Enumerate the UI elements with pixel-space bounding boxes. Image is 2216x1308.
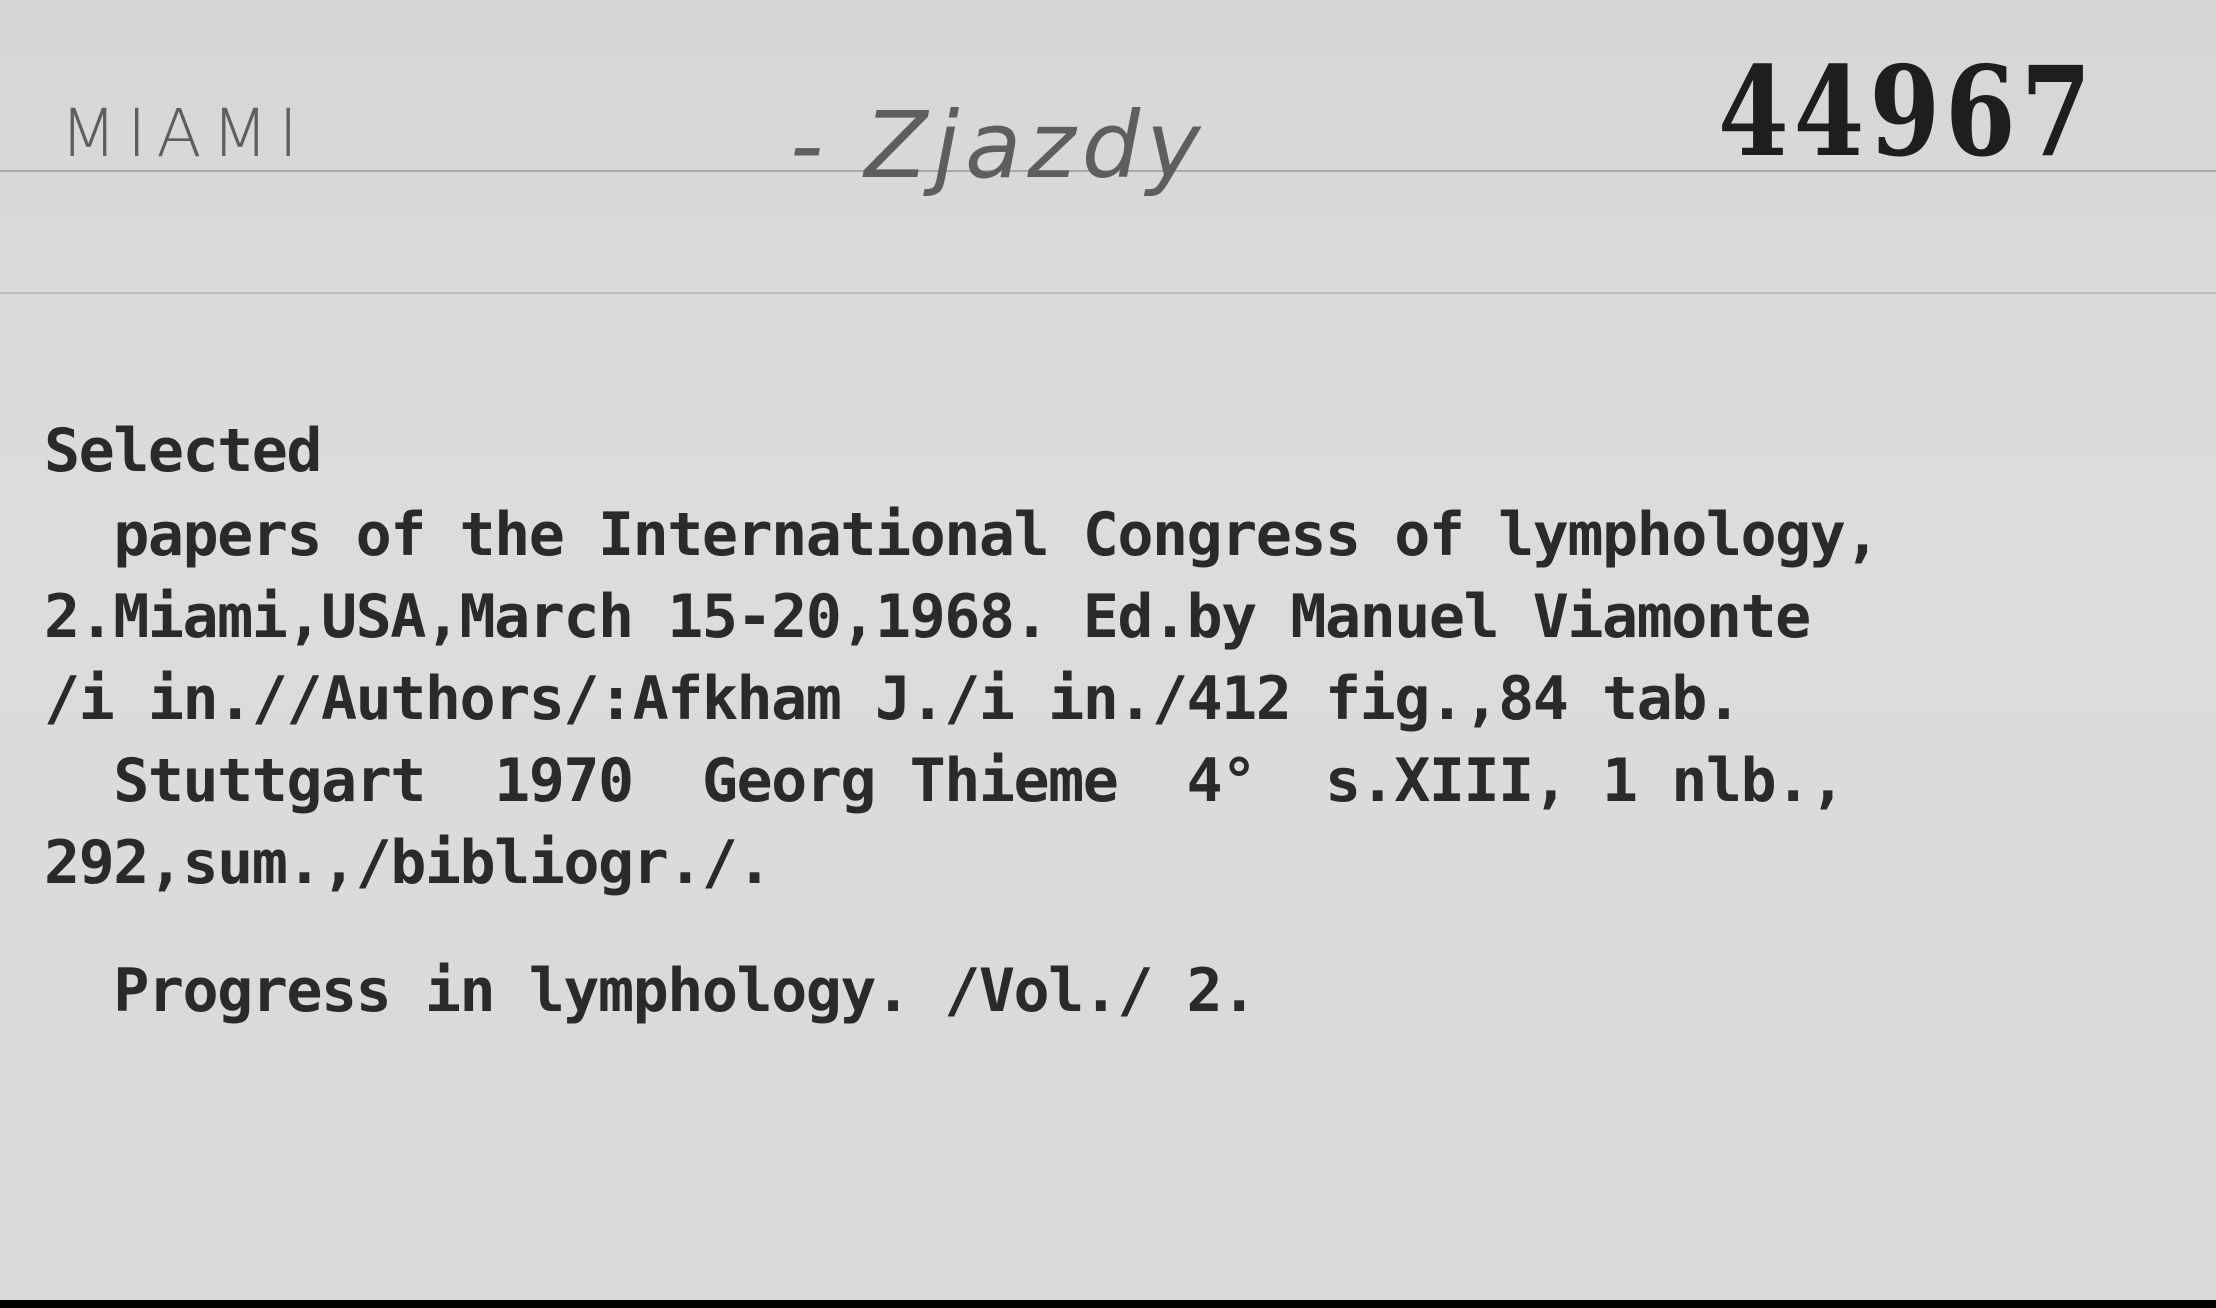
entry-line-congress: 2.Miami,USA,March 15-20,1968. Ed.by Manuel Viamonte	[44, 582, 1810, 652]
accession-number: 44967	[1718, 40, 2097, 185]
handwritten-heading: MIAMI	[60, 95, 308, 172]
handwritten-subject: - Zjazdy	[790, 92, 1207, 199]
entry-line-series: Progress in lymphology. /Vol./ 2.	[44, 956, 1256, 1026]
entry-line-title: Selected	[44, 416, 321, 486]
entry-line-papers: papers of the International Congress of lymphology,	[44, 500, 1880, 570]
card-rule-second	[0, 292, 2216, 294]
entry-line-authors: /i in.//Authors/:Afkham J./i in./412 fig.,84 tab.	[44, 664, 1741, 734]
entry-line-pagination: 292,sum.,/bibliogr./.	[44, 828, 772, 898]
entry-line-imprint: Stuttgart 1970 Georg Thieme 4° s.XIII, 1 nlb.,	[44, 746, 1845, 816]
